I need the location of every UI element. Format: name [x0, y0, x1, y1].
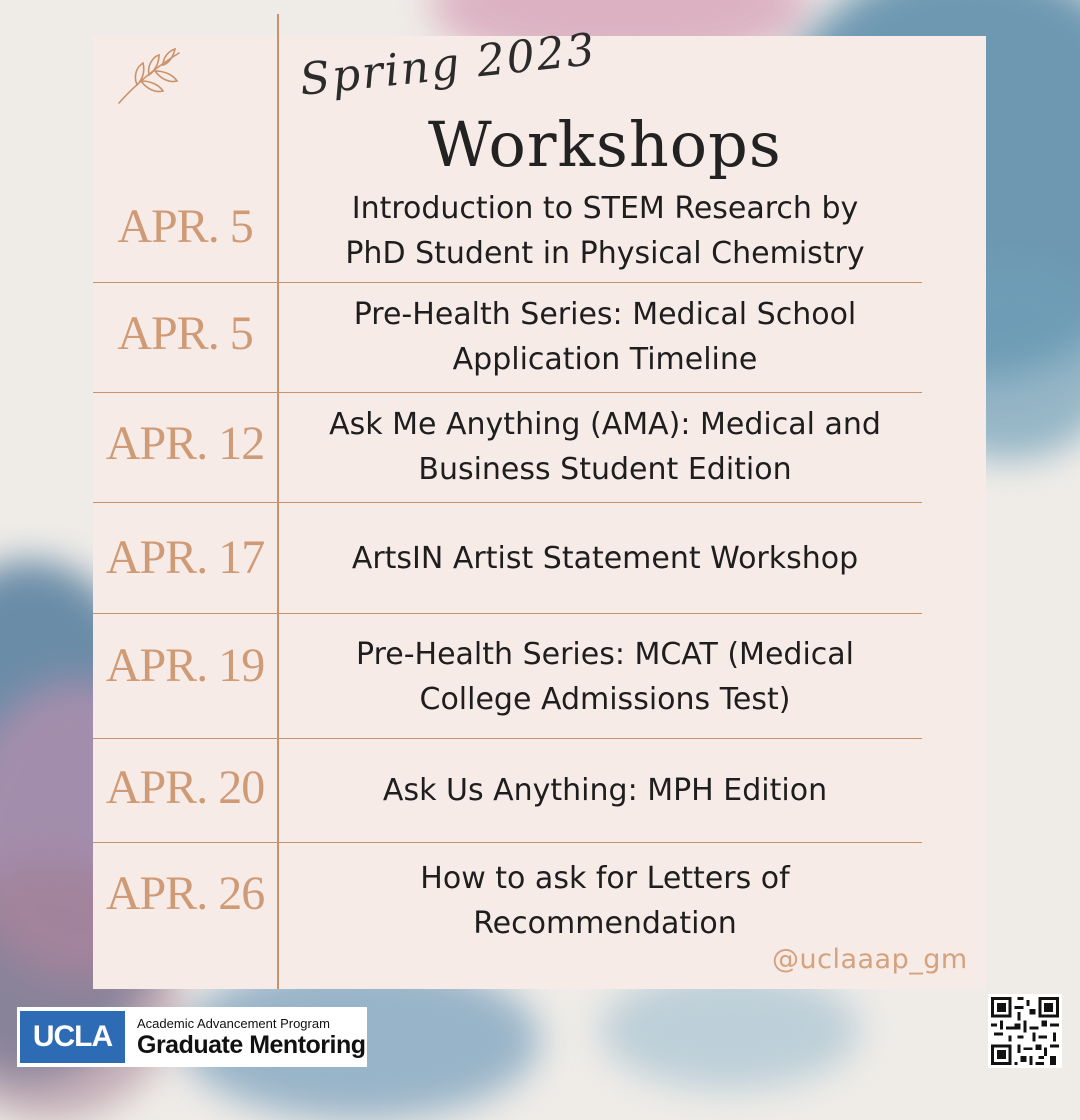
workshop-title	[300, 856, 910, 946]
social-handle: @uclaaap_gm	[772, 944, 968, 975]
workshop-date: APR. 17	[105, 531, 265, 584]
row-divider	[93, 842, 922, 843]
page-title: Workshops	[428, 108, 782, 181]
workshop-date: APR. 20	[105, 761, 265, 814]
workshop-date: APR. 19	[105, 639, 265, 692]
workshop-title-line: College Admissions Test)	[419, 682, 791, 717]
workshop-title	[300, 186, 910, 276]
workshop-title	[300, 632, 910, 722]
workshop-title-line: Pre-Health Series: MCAT (Medical	[356, 637, 854, 672]
workshop-title	[300, 292, 910, 382]
season-script-title: Spring 2023	[297, 24, 599, 106]
row-divider	[93, 392, 922, 393]
workshop-date: APR. 12	[105, 417, 265, 470]
ucla-mark: UCLA	[20, 1011, 125, 1063]
row-divider	[93, 502, 922, 503]
workshop-title-line: How to ask for Letters of	[420, 861, 790, 896]
row-divider	[93, 282, 922, 283]
workshop-title	[300, 536, 910, 581]
workshop-title	[300, 402, 910, 492]
row-divider	[93, 613, 922, 614]
workshop-date: APR. 5	[117, 200, 253, 253]
workshop-title-line: Ask Me Anything (AMA): Medical and	[329, 407, 881, 442]
workshop-title	[300, 768, 910, 813]
logo-program-name: Graduate Mentoring	[137, 1030, 366, 1059]
leaf-sprig-icon	[115, 45, 183, 107]
ucla-logo	[17, 1007, 367, 1067]
workshop-title-line: Pre-Health Series: Medical School	[353, 297, 857, 332]
workshop-title-line: Ask Us Anything: MPH Edition	[382, 773, 828, 808]
row-divider	[93, 738, 922, 739]
logo-subtitle: Academic Advancement Program	[137, 1015, 330, 1031]
workshop-date: APR. 26	[105, 867, 265, 920]
workshop-title-line: ArtsIN Artist Statement Workshop	[351, 541, 859, 576]
workshop-title-line: Application Timeline	[452, 342, 758, 377]
logo-text	[137, 1016, 366, 1059]
qr-code-icon[interactable]	[988, 994, 1062, 1068]
workshop-title-line: Recommendation	[473, 906, 737, 941]
workshop-date: APR. 5	[117, 307, 253, 360]
workshop-title-line: Introduction to STEM Research by	[351, 191, 859, 226]
workshop-title-line: Business Student Edition	[418, 452, 792, 487]
workshop-title-line: PhD Student in Physical Chemistry	[345, 236, 865, 271]
